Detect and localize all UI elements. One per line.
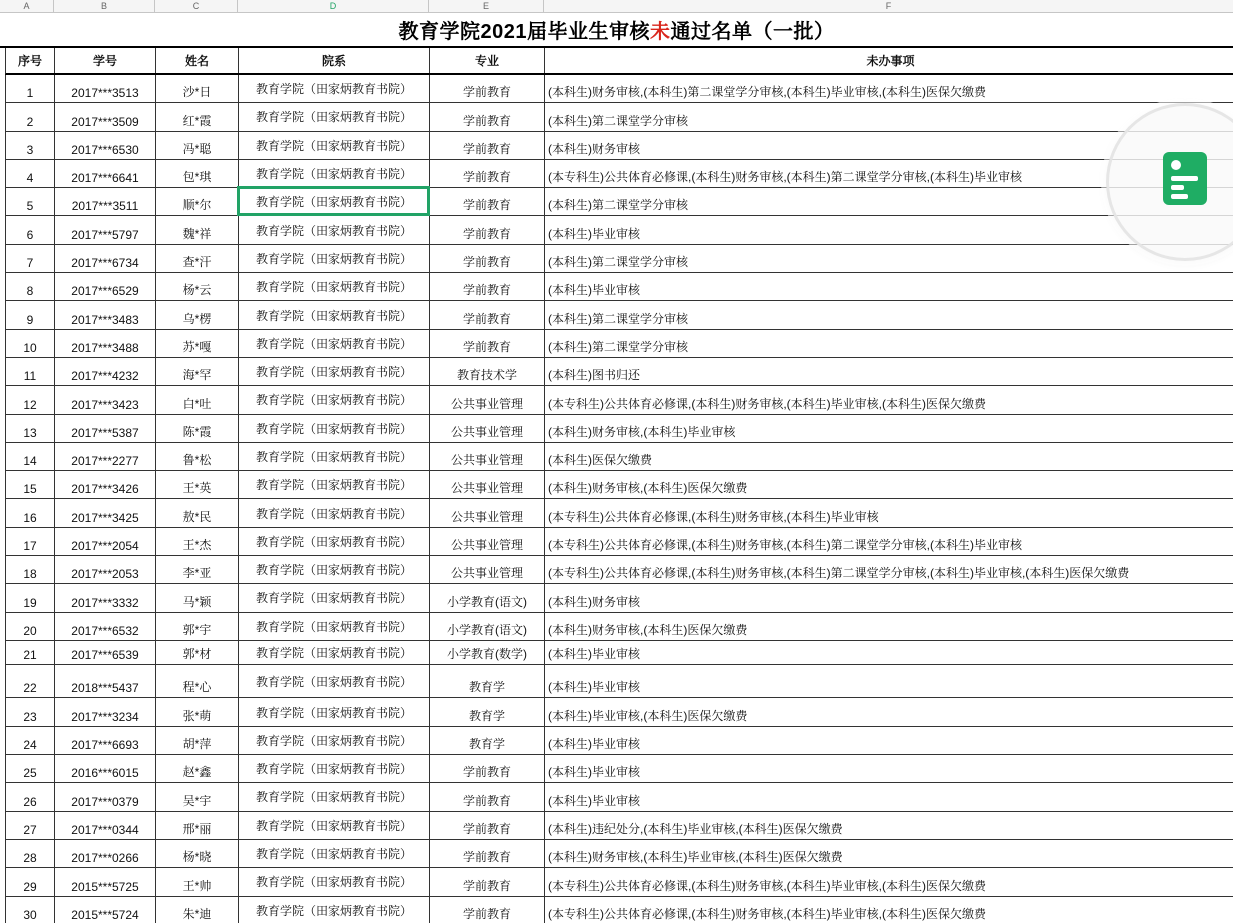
cell-name[interactable]: 李*亚 (156, 556, 239, 584)
table-row (5, 273, 1233, 301)
cell-name[interactable]: 鲁*松 (156, 443, 239, 471)
column-header-f[interactable]: F (885, 0, 892, 11)
cell-department[interactable]: 教育学院（田家炳教育书院） (239, 358, 430, 386)
cell-department[interactable]: 教育学院（田家炳教育书院） (239, 443, 430, 471)
cell-pending-items[interactable]: (本科生)毕业审核 (545, 665, 1233, 699)
cell-name[interactable]: 郭*材 (156, 641, 239, 665)
table-row (5, 897, 1233, 923)
cell-major[interactable]: 教育学 (430, 698, 545, 726)
cell-major[interactable]: 公共事业管理 (430, 443, 545, 471)
cell-department[interactable]: 教育学院（田家炳教育书院） (239, 216, 430, 244)
cell-department[interactable]: 教育学院（田家炳教育书院） (239, 415, 430, 443)
cell-name[interactable]: 冯*聪 (156, 132, 239, 160)
table-row (5, 783, 1233, 811)
table-row (5, 160, 1233, 188)
cell-student-id[interactable]: 2017***6734 (55, 245, 156, 273)
cell-student-id[interactable]: 2017***3423 (55, 386, 156, 414)
table-row (5, 386, 1233, 414)
cell-major[interactable]: 学前教育 (430, 330, 545, 358)
table-row (5, 443, 1233, 471)
cell-index[interactable]: 22 (6, 665, 55, 699)
cell-department[interactable]: 教育学院（田家炳教育书院） (239, 330, 430, 358)
cell-student-id[interactable]: 2017***5797 (55, 216, 156, 244)
cell-index[interactable]: 13 (6, 415, 55, 443)
cell-name[interactable]: 苏*嘎 (156, 330, 239, 358)
cell-department[interactable]: 教育学院（田家炳教育书院） (239, 103, 430, 131)
cell-major[interactable]: 公共事业管理 (430, 556, 545, 584)
cell-major[interactable]: 教育技术学 (430, 358, 545, 386)
cell-index[interactable]: 20 (6, 613, 55, 641)
column-header-a[interactable]: A (0, 0, 54, 12)
cell-pending-items[interactable]: (本科生)第二课堂学分审核 (545, 301, 1233, 329)
cell-major[interactable]: 学前教育 (430, 301, 545, 329)
cell-department[interactable]: 教育学院（田家炳教育书院） (239, 471, 430, 499)
cell-student-id[interactable]: 2017***3483 (55, 301, 156, 329)
cell-name[interactable]: 乌*楞 (156, 301, 239, 329)
cell-index[interactable]: 12 (6, 386, 55, 414)
cell-index[interactable]: 3 (6, 132, 55, 160)
cell-name[interactable]: 查*汗 (156, 245, 239, 273)
cell-name[interactable]: 杨*晓 (156, 840, 239, 868)
cell-index[interactable]: 24 (6, 727, 55, 755)
cell-pending-items[interactable]: (本科生)财务审核,(本科生)毕业审核 (545, 415, 1233, 443)
cell-pending-items[interactable]: (本科生)毕业审核 (545, 783, 1233, 811)
doc-icon-dot (1171, 160, 1181, 170)
cell-pending-items[interactable]: (本科生)第二课堂学分审核 (545, 245, 1233, 273)
cell-major[interactable]: 公共事业管理 (430, 528, 545, 556)
sheet-title-row[interactable] (0, 13, 1233, 48)
cell-name[interactable]: 程*心 (156, 665, 239, 699)
cell-department[interactable]: 教育学院（田家炳教育书院） (239, 840, 430, 868)
cell-name[interactable]: 吴*宇 (156, 783, 239, 811)
cell-name[interactable]: 邢*丽 (156, 812, 239, 840)
cell-department[interactable]: 教育学院（田家炳教育书院） (239, 897, 430, 923)
cell-index[interactable]: 11 (6, 358, 55, 386)
cell-index[interactable]: 25 (6, 755, 55, 783)
table-row (5, 613, 1233, 641)
cell-pending-items[interactable]: (本科生)毕业审核 (545, 273, 1233, 301)
cell-department[interactable]: 教育学院（田家炳教育书院） (239, 528, 430, 556)
cell-student-id[interactable]: 2017***6530 (55, 132, 156, 160)
cell-student-id[interactable]: 2017***2054 (55, 528, 156, 556)
cell-index[interactable]: 6 (6, 216, 55, 244)
cell-name[interactable]: 马*颖 (156, 584, 239, 612)
cell-department[interactable]: 教育学院（田家炳教育书院） (239, 755, 430, 783)
cell-department[interactable]: 教育学院（田家炳教育书院） (239, 273, 430, 301)
cell-name[interactable]: 郭*宇 (156, 613, 239, 641)
table-row (5, 727, 1233, 755)
cell-student-id[interactable]: 2017***0344 (55, 812, 156, 840)
cell-department[interactable]: 教育学院（田家炳教育书院） (239, 75, 430, 103)
cell-student-id[interactable]: 2017***6529 (55, 273, 156, 301)
cell-pending-items[interactable]: (本科生)图书归还 (545, 358, 1233, 386)
cell-pending-items[interactable]: (本科生)第二课堂学分审核 (545, 103, 1233, 131)
cell-major[interactable]: 学前教育 (430, 216, 545, 244)
table-row (5, 499, 1233, 527)
cell-student-id[interactable]: 2017***0379 (55, 783, 156, 811)
cell-index[interactable]: 28 (6, 840, 55, 868)
cell-index[interactable]: 4 (6, 160, 55, 188)
cell-pending-items[interactable]: (本科生)毕业审核 (545, 216, 1233, 244)
cell-major[interactable]: 小学教育(语文) (430, 584, 545, 612)
title-highlight: 未 (650, 21, 671, 43)
cell-major[interactable]: 小学教育(语文) (430, 613, 545, 641)
cell-pending-items[interactable]: (本专科生)公共体育必修课,(本科生)财务审核,(本科生)毕业审核,(本科生)医保欠缴费 (545, 897, 1233, 923)
cell-pending-items[interactable]: (本科生)财务审核,(本科生)医保欠缴费 (545, 471, 1233, 499)
cell-student-id[interactable]: 2017***3488 (55, 330, 156, 358)
cell-major[interactable]: 学前教育 (430, 273, 545, 301)
cell-student-id[interactable]: 2017***2277 (55, 443, 156, 471)
column-header-b[interactable]: B (54, 0, 155, 12)
table-row (5, 103, 1233, 131)
cell-student-id[interactable]: 2018***5437 (55, 665, 156, 699)
cell-major[interactable]: 小学教育(数学) (430, 641, 545, 665)
table-row (5, 132, 1233, 160)
cell-pending-items[interactable]: (本专科生)公共体育必修课,(本科生)财务审核,(本科生)第二课堂学分审核,(本科生)毕业审核 (545, 160, 1233, 188)
cell-student-id[interactable]: 2017***3332 (55, 584, 156, 612)
cell-index[interactable]: 1 (6, 75, 55, 103)
cell-student-id[interactable]: 2016***6015 (55, 755, 156, 783)
cell-department[interactable]: 教育学院（田家炳教育书院） (239, 641, 430, 665)
cell-department[interactable]: 教育学院（田家炳教育书院） (239, 613, 430, 641)
cell-department[interactable]: 教育学院（田家炳教育书院） (239, 160, 430, 188)
cell-major[interactable]: 公共事业管理 (430, 471, 545, 499)
cell-index[interactable]: 19 (6, 584, 55, 612)
cell-index[interactable]: 16 (6, 499, 55, 527)
cell-student-id[interactable]: 2017***6532 (55, 613, 156, 641)
table-row (5, 330, 1233, 358)
cell-department[interactable]: 教育学院（田家炳教育书院） (239, 868, 430, 896)
column-header-e[interactable]: E (429, 0, 544, 12)
table-row (5, 641, 1233, 665)
cell-pending-items[interactable]: (本科生)第二课堂学分审核 (545, 188, 1233, 216)
cell-index[interactable]: 7 (6, 245, 55, 273)
cell-student-id[interactable]: 2017***0266 (55, 840, 156, 868)
cell-index[interactable]: 5 (6, 188, 55, 216)
cell-department[interactable]: 教育学院（田家炳教育书院） (239, 245, 430, 273)
table-row (5, 755, 1233, 783)
cell-major[interactable]: 公共事业管理 (430, 415, 545, 443)
cell-pending-items[interactable]: (本专科生)公共体育必修课,(本科生)财务审核,(本科生)毕业审核,(本科生)医保欠缴费 (545, 386, 1233, 414)
table-row (5, 301, 1233, 329)
cell-department[interactable]: 教育学院（田家炳教育书院） (239, 188, 430, 216)
header-index[interactable]: 序号 (6, 48, 55, 73)
cell-student-id[interactable]: 2017***3426 (55, 471, 156, 499)
cell-name[interactable]: 杨*云 (156, 273, 239, 301)
table-row (5, 868, 1233, 896)
cell-department[interactable]: 教育学院（田家炳教育书院） (239, 499, 430, 527)
cell-pending-items[interactable]: (本科生)财务审核,(本科生)第二课堂学分审核,(本科生)毕业审核,(本科生)医保欠缴费 (545, 75, 1233, 103)
cell-major[interactable]: 公共事业管理 (430, 499, 545, 527)
cell-index[interactable]: 15 (6, 471, 55, 499)
cell-pending-items[interactable]: (本科生)违纪处分,(本科生)毕业审核,(本科生)医保欠缴费 (545, 812, 1233, 840)
cell-pending-items[interactable]: (本科生)毕业审核 (545, 641, 1233, 665)
table-row (5, 471, 1233, 499)
table-header-row (5, 48, 1233, 75)
doc-icon-line (1171, 176, 1198, 181)
cell-index[interactable]: 17 (6, 528, 55, 556)
table-row (5, 216, 1233, 244)
cell-index[interactable]: 14 (6, 443, 55, 471)
cell-name[interactable]: 张*萌 (156, 698, 239, 726)
cell-student-id[interactable]: 2015***5724 (55, 897, 156, 923)
cell-pending-items[interactable]: (本科生)医保欠缴费 (545, 443, 1233, 471)
cell-index[interactable]: 10 (6, 330, 55, 358)
cell-index[interactable]: 8 (6, 273, 55, 301)
cell-pending-items[interactable]: (本科生)财务审核 (545, 132, 1233, 160)
cell-name[interactable]: 敖*民 (156, 499, 239, 527)
cell-index[interactable]: 2 (6, 103, 55, 131)
cell-pending-items[interactable]: (本专科生)公共体育必修课,(本科生)财务审核,(本科生)第二课堂学分审核,(本科生)毕业审核 (545, 528, 1233, 556)
cell-student-id[interactable]: 2017***4232 (55, 358, 156, 386)
cell-major[interactable]: 教育学 (430, 665, 545, 699)
cell-name[interactable]: 王*帅 (156, 868, 239, 896)
cell-name[interactable]: 王*杰 (156, 528, 239, 556)
cell-student-id[interactable]: 2017***3511 (55, 188, 156, 216)
cell-major[interactable]: 学前教育 (430, 75, 545, 103)
cell-index[interactable]: 26 (6, 783, 55, 811)
cell-index[interactable]: 9 (6, 301, 55, 329)
cell-name[interactable]: 王*英 (156, 471, 239, 499)
table-row (5, 75, 1233, 103)
cell-major[interactable]: 学前教育 (430, 783, 545, 811)
cell-pending-items[interactable]: (本专科生)公共体育必修课,(本科生)财务审核,(本科生)毕业审核 (545, 499, 1233, 527)
cell-name[interactable]: 沙*日 (156, 75, 239, 103)
cell-major[interactable]: 学前教育 (430, 840, 545, 868)
green-doc-icon (1163, 152, 1207, 205)
cell-department[interactable]: 教育学院（田家炳教育书院） (239, 132, 430, 160)
cell-index[interactable]: 21 (6, 641, 55, 665)
cell-student-id[interactable]: 2017***3234 (55, 698, 156, 726)
cell-student-id[interactable]: 2017***2053 (55, 556, 156, 584)
cell-student-id[interactable]: 2015***5725 (55, 868, 156, 896)
cell-pending-items[interactable]: (本专科生)公共体育必修课,(本科生)财务审核,(本科生)毕业审核,(本科生)医保欠缴费 (545, 868, 1233, 896)
cell-major[interactable]: 学前教育 (430, 160, 545, 188)
cell-major[interactable]: 学前教育 (430, 188, 545, 216)
table-row (5, 528, 1233, 556)
cell-name[interactable]: 陈*霞 (156, 415, 239, 443)
cell-department[interactable]: 教育学院（田家炳教育书院） (239, 698, 430, 726)
header-pending-items[interactable]: 未办事项 (866, 54, 915, 68)
cell-name[interactable]: 胡*萍 (156, 727, 239, 755)
table-row (5, 245, 1233, 273)
header-name[interactable]: 姓名 (156, 48, 239, 73)
table-row (5, 188, 1233, 216)
cell-department[interactable]: 教育学院（田家炳教育书院） (239, 783, 430, 811)
cell-major[interactable]: 学前教育 (430, 897, 545, 923)
cell-index[interactable]: 29 (6, 868, 55, 896)
cell-name[interactable]: 顺*尔 (156, 188, 239, 216)
cell-student-id[interactable]: 2017***5387 (55, 415, 156, 443)
cell-major[interactable]: 教育学 (430, 727, 545, 755)
cell-pending-items[interactable]: (本科生)毕业审核,(本科生)医保欠缴费 (545, 698, 1233, 726)
cell-index[interactable]: 30 (6, 897, 55, 923)
cell-major[interactable]: 学前教育 (430, 755, 545, 783)
cell-name[interactable]: 白*吐 (156, 386, 239, 414)
cell-name[interactable]: 红*霞 (156, 103, 239, 131)
table-row (5, 358, 1233, 386)
cell-pending-items[interactable]: (本科生)毕业审核 (545, 755, 1233, 783)
cell-pending-items[interactable]: (本科生)财务审核,(本科生)医保欠缴费 (545, 613, 1233, 641)
cell-major[interactable]: 学前教育 (430, 868, 545, 896)
cell-major[interactable]: 公共事业管理 (430, 386, 545, 414)
cell-department[interactable]: 教育学院（田家炳教育书院） (239, 386, 430, 414)
cell-student-id[interactable]: 2017***6693 (55, 727, 156, 755)
sheet-title: 教育学院2021届毕业生审核未通过名单（一批） (398, 21, 835, 43)
cell-name[interactable]: 朱*迪 (156, 897, 239, 923)
cell-department[interactable]: 教育学院（田家炳教育书院） (239, 556, 430, 584)
cell-index[interactable]: 23 (6, 698, 55, 726)
cell-major[interactable]: 学前教育 (430, 812, 545, 840)
cell-index[interactable]: 27 (6, 812, 55, 840)
cell-student-id[interactable]: 2017***3425 (55, 499, 156, 527)
cell-department[interactable]: 教育学院（田家炳教育书院） (239, 301, 430, 329)
table-body (0, 75, 1233, 923)
header-student-id[interactable]: 学号 (55, 48, 156, 73)
cell-name[interactable]: 包*琪 (156, 160, 239, 188)
cell-department[interactable]: 教育学院（田家炳教育书院） (239, 665, 430, 699)
cell-major[interactable]: 学前教育 (430, 103, 545, 131)
cell-student-id[interactable]: 2017***6539 (55, 641, 156, 665)
column-header-c[interactable]: C (155, 0, 238, 12)
doc-icon-line (1171, 185, 1184, 190)
doc-icon-line (1171, 194, 1188, 199)
cell-pending-items[interactable]: (本科生)财务审核 (545, 584, 1233, 612)
header-major[interactable]: 专业 (430, 48, 545, 73)
cell-pending-items[interactable]: (本科生)第二课堂学分审核 (545, 330, 1233, 358)
table-row (5, 665, 1233, 699)
table-row (5, 698, 1233, 726)
cell-name[interactable]: 赵*鑫 (156, 755, 239, 783)
table-row (5, 556, 1233, 584)
cell-name[interactable]: 魏*祥 (156, 216, 239, 244)
column-letter-strip (0, 0, 1233, 13)
cell-student-id[interactable]: 2017***6641 (55, 160, 156, 188)
header-department[interactable]: 院系 (239, 48, 430, 73)
cell-student-id[interactable]: 2017***3513 (55, 75, 156, 103)
cell-index[interactable]: 18 (6, 556, 55, 584)
column-header-d[interactable]: D (238, 0, 429, 12)
cell-department[interactable]: 教育学院（田家炳教育书院） (239, 812, 430, 840)
table-row (5, 415, 1233, 443)
cell-student-id[interactable]: 2017***3509 (55, 103, 156, 131)
table-row (5, 812, 1233, 840)
cell-department[interactable]: 教育学院（田家炳教育书院） (239, 727, 430, 755)
cell-pending-items[interactable]: (本科生)毕业审核 (545, 727, 1233, 755)
cell-major[interactable]: 学前教育 (430, 245, 545, 273)
cell-pending-items[interactable]: (本科生)财务审核,(本科生)毕业审核,(本科生)医保欠缴费 (545, 840, 1233, 868)
cell-major[interactable]: 学前教育 (430, 132, 545, 160)
table-row (5, 840, 1233, 868)
cell-pending-items[interactable]: (本专科生)公共体育必修课,(本科生)财务审核,(本科生)第二课堂学分审核,(本科生)毕业审核,(本科生)医保欠缴费 (545, 556, 1233, 584)
cell-name[interactable]: 海*罕 (156, 358, 239, 386)
table-row (5, 584, 1233, 612)
cell-department[interactable]: 教育学院（田家炳教育书院） (239, 584, 430, 612)
